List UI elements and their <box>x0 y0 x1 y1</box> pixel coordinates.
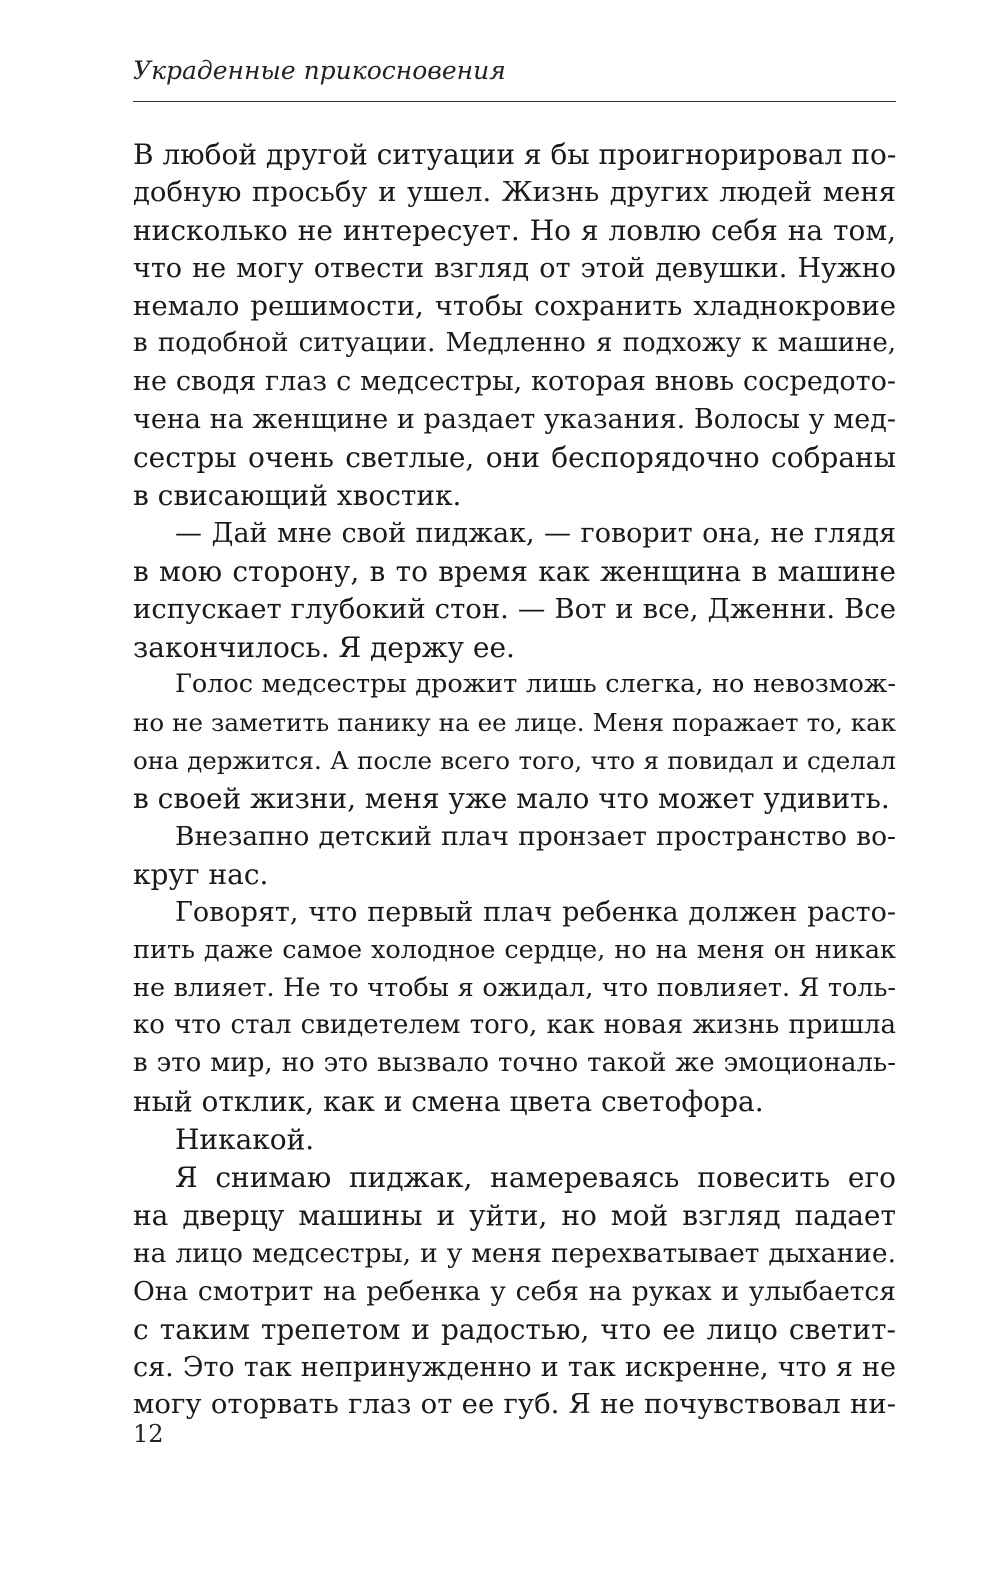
text-line: могу оторвать глаз от ее губ. Я не почувствовал ни- <box>133 1388 896 1421</box>
text-line: пить даже самое холодное сердце, но на меня он никак <box>133 934 896 965</box>
text-line: В любой другой ситуации я бы проигнорировал по- <box>133 138 897 171</box>
text-line: Она смотрит на ребенка у себя на руках и улыбается <box>133 1275 896 1307</box>
text-line: в своей жизни, меня уже мало что может удивить. <box>133 782 890 816</box>
text-line: круг нас. <box>133 857 269 891</box>
running-head-title: Украденные прикосновения <box>133 56 506 85</box>
page-number: 12 <box>133 1420 164 1448</box>
text-line: ко что стал свидетелем того, как новая жизнь пришла <box>133 1010 896 1041</box>
text-line: она держится. А после всего того, что я повидал и сделал <box>133 746 896 776</box>
text-line: в подобной ситуации. Медленно я подхожу к машине, <box>133 328 896 359</box>
text-line: чена на женщине и раздает указания. Волосы у мед- <box>133 404 896 436</box>
text-line: ся. Это так непринужденно и так искренне, что я не <box>133 1351 896 1383</box>
text-line: нисколько не интересует. Но я ловлю себя на том, <box>133 213 896 247</box>
text-line: не влияет. Не то чтобы я ожидал, что повлияет. Я толь- <box>133 972 896 1003</box>
text-line: Говорят, что первый плач ребенка должен расто- <box>175 896 896 928</box>
text-line: в свисающий хвостик. <box>133 479 462 513</box>
text-line: ный отклик, как и смена цвета светофора. <box>133 1085 764 1119</box>
text-line: Внезапно детский плач пронзает пространство во- <box>175 821 896 853</box>
body-text <box>133 136 896 1424</box>
text-line: на дверцу машины и уйти, но мой взгляд падает <box>133 1198 896 1232</box>
text-line: сестры очень светлые, они беспорядочно собраны <box>133 441 896 475</box>
text-line: не сводя глаз с медсестры, которая вновь сосредото- <box>133 366 896 398</box>
text-line: с таким трепетом и радостью, что ее лицо светит- <box>133 1312 896 1346</box>
text-line: испускает глубокий стон. — Вот и все, Дженни. Все <box>133 592 896 625</box>
text-line: Никакой. <box>175 1123 315 1157</box>
text-line: но не заметить панику на ее лице. Меня поражает то, как <box>133 708 896 738</box>
text-line: Я снимаю пиджак, намереваясь повесить его <box>175 1161 896 1195</box>
text-line: закончилось. Я держу ее. <box>133 630 515 664</box>
text-line: добную просьбу и ушел. Жизнь других людей меня <box>133 175 896 208</box>
text-line: Голос медсестры дрожит лишь слегка, но невозмож- <box>175 669 896 700</box>
text-line: в мою сторону, в то время как женщина в машине <box>133 554 896 588</box>
text-line: — Дай мне свой пиджак, — говорит она, не глядя <box>175 517 896 549</box>
text-line: в это мир, но это вызвало точно такой же эмоциональ- <box>133 1048 896 1079</box>
text-line: немало решимости, чтобы сохранить хладнокровие <box>133 289 896 322</box>
header-rule <box>133 101 896 102</box>
text-line: что не могу отвести взгляд от этой девушки. Нужно <box>133 252 896 284</box>
text-line: на лицо медсестры, и у меня перехватывает дыхание. <box>133 1237 896 1269</box>
